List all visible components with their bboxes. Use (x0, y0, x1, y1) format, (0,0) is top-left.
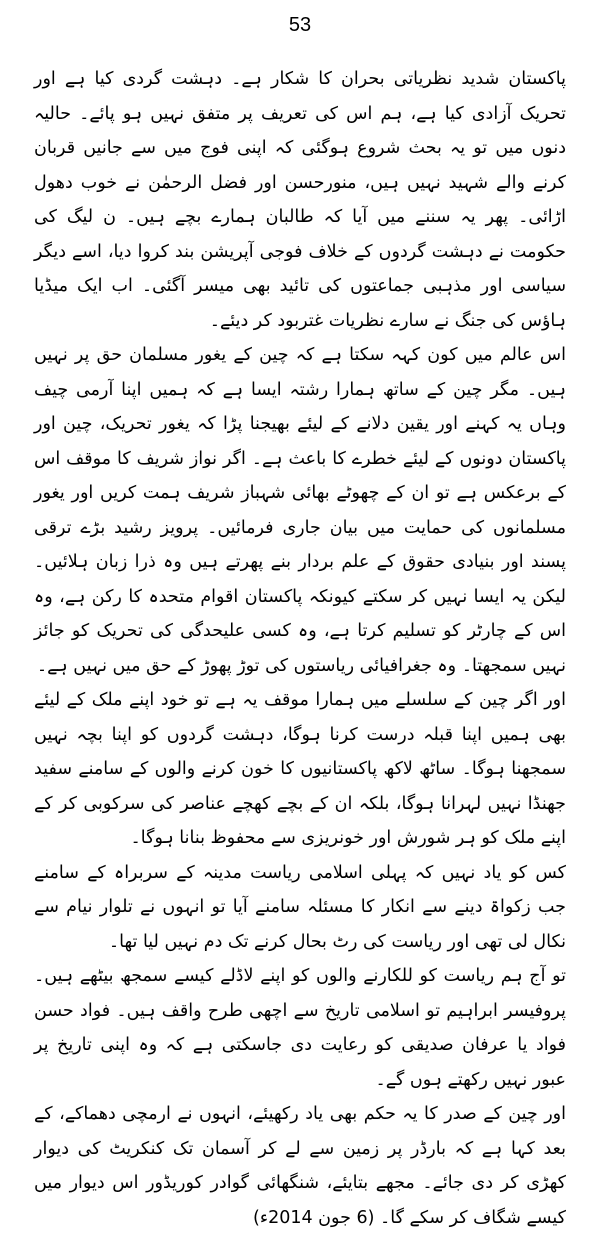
paragraph-5: تو آج ہم ریاست کو للکارنے والوں کو اپنے لاڈلے کیسے سمجھ بیٹھے ہیں۔ پروفیسر ابراہیم تو اسلامی تاریخ سے اچھی طرح واقف ہیں۔ فواد حسن فواد یا عرفان صدیقی کو رعایت دی جاسکتی ہے کہ وہ اپنی تاریخ پر عبور نہیں رکھتے ہوں گے۔ (34, 966, 566, 1090)
paragraph-3: اور اگر چین کے سلسلے میں ہمارا موقف یہ ہے تو خود اپنے ملک کے لیئے بھی ہمیں اپنا قبلہ درست کرنا ہوگا، دہشت گردوں کو اپنا بچہ نہیں سمجھنا ہوگا۔ ساٹھ لاکھ پاکستانیوں کا خون کرنے والوں کے سامنے سفید جھنڈا نہیں لہرانا ہوگا، بلکہ ان کے بچے کھچے عناصر کی سرکوبی کر کے اپنے ملک کو ہر شورش اور خونریزی سے محفوظ بنانا ہوگا۔ (34, 690, 566, 848)
page-number: 53 (288, 14, 312, 36)
paragraph-4: کس کو یاد نہیں کہ پہلی اسلامی ریاست مدینہ کے سربراہ کے سامنے جب زکواۃ دینے سے انکار کا مسئلہ سامنے آیا تو انہوں نے تلوار نیام سے نکال لی تھی اور ریاست کی رٹ بحال کرنے تک دم نہیں لیا تھا۔ (34, 862, 566, 952)
paragraph-2: اس عالم میں کون کہہ سکتا ہے کہ چین کے یغور مسلمان حق پر نہیں ہیں۔ مگر چین کے ساتھ ہمارا رشتہ ایسا ہے کہ ہمیں اپنا آرمی چیف وہاں یہ کہنے اور یقین دلانے کے لیئے بھیجنا پڑا کہ یغور تحریک، چین اور پاکستان دونوں کے لیئے خطرے کا باعث ہے۔ اگر نواز شریف کا موقف اس کے برعکس ہے تو ان کے چھوٹے بھائی شہباز شریف ہمت کریں اور یغور مسلمانوں کی حمایت میں بیان جاری فرمائیں۔ پرویز رشید بڑے ترقی پسند اور بنیادی حقوق کے علم بردار بنے پھرتے ہیں وہ ذرا زبان ہلائیں۔ لیکن یہ ایسا نہیں کر سکتے کیونکہ پاکستان اقوام متحدہ کا رکن ہے، وہ اس کے چارٹر کو تسلیم کرتا ہے، وہ کسی علیحدگی کی تحریک کو جائز نہیں سمجھتا۔ وہ جغرافیائی ریاستوں کی توڑ پھوڑ کے حق میں نہیں ہے۔ (34, 345, 566, 676)
article-body (34, 62, 566, 1235)
paragraph-1: پاکستان شدید نظریاتی بحران کا شکار ہے۔ دہشت گردی کیا ہے اور تحریک آزادی کیا ہے، ہم اس کی تعریف پر متفق نہیں ہو پائے۔ حالیہ دنوں میں تو یہ بحث شروع ہوگئی کہ اپنی فوج میں سے جانیں قربان کرنے والے شہید نہیں ہیں، منورحسن اور فضل الرحمٰن نے خوب دھول اڑائی۔ پھر یہ سننے میں آیا کہ طالبان ہمارے بچے ہیں۔ ن لیگ کی حکومت نے دہشت گردوں کے خلاف فوجی آپریشن بند کروا دیا، اسے دیگر سیاسی اور مذہبی جماعتوں کی تائید بھی میسر آگئی۔ اب ایک میڈیا ہاؤس کی جنگ نے سارے نظریات غتربود کر دیئے۔ (34, 69, 566, 331)
paragraph-6: اور چین کے صدر کا یہ حکم بھی یاد رکھیئے، انہوں نے ارمچی دھماکے، کے بعد کہا ہے کہ بارڈر پر زمین سے لے کر آسمان تک کنکریٹ کی دیوار کھڑی کر دی جائے۔ مجھے بتایئے، شنگھائی گوادر کوریڈور اس دیوار میں کیسے شگاف کر سکے گا۔ (6 جون 2014ء) (34, 1104, 566, 1228)
